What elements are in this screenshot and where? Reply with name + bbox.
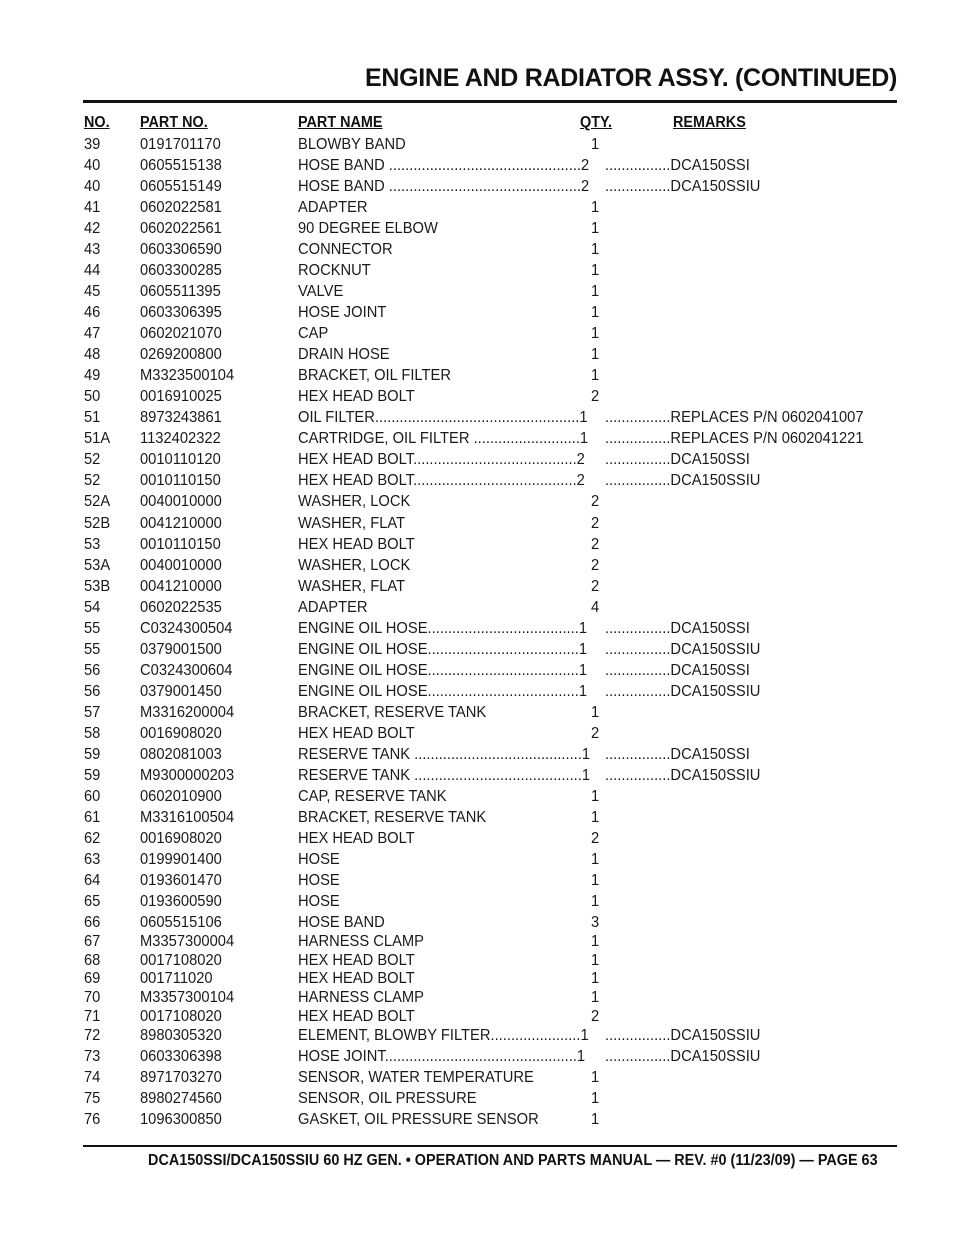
cell-name: CAP, RESERVE TANK (298, 788, 447, 805)
cell-part-no: 0010110120 (140, 451, 221, 468)
cell-remarks: ................DCA150SSIU (605, 178, 761, 195)
table-row (0, 282, 954, 302)
table-row (0, 429, 954, 449)
cell-qty: 1 (591, 367, 600, 384)
cell-part-no: M3357300004 (140, 933, 235, 950)
cell-part-no: 0602010900 (140, 788, 222, 805)
cell-no: 53B (84, 578, 111, 595)
cell-no: 59 (84, 767, 101, 784)
cell-name: HOSE JOINT (298, 304, 387, 321)
table-row (0, 724, 954, 744)
cell-name: WASHER, LOCK (298, 557, 411, 574)
table-row (0, 135, 954, 155)
cell-qty: 1 (591, 1111, 600, 1128)
cell-qty: 1 (591, 809, 600, 826)
cell-part-no: 0041210000 (140, 515, 222, 532)
cell-part-no: 0040010000 (140, 557, 222, 574)
cell-name: HEX HEAD BOLT........................................2 (298, 451, 585, 468)
cell-name: ENGINE OIL HOSE.....................................1 (298, 620, 588, 637)
cell-qty: 1 (591, 136, 600, 153)
cell-name: BLOWBY BAND (298, 136, 406, 153)
table-row (0, 1007, 954, 1027)
header-part-name: PART NAME (298, 114, 383, 131)
cell-part-no: 0605511395 (140, 283, 221, 300)
cell-name: HEX HEAD BOLT (298, 970, 415, 987)
cell-part-no: 0603300285 (140, 262, 222, 279)
table-row (0, 787, 954, 807)
cell-name: HEX HEAD BOLT (298, 952, 415, 969)
cell-name: ADAPTER (298, 199, 368, 216)
table-row (0, 969, 954, 989)
header-remarks: REMARKS (673, 114, 746, 131)
cell-name: ELEMENT, BLOWBY FILTER......................1 (298, 1027, 589, 1044)
cell-name: WASHER, FLAT (298, 515, 406, 532)
cell-remarks: ................DCA150SSI (605, 620, 750, 637)
cell-no: 69 (84, 970, 101, 987)
cell-no: 63 (84, 851, 101, 868)
cell-no: 45 (84, 283, 101, 300)
table-row (0, 850, 954, 870)
cell-no: 52 (84, 451, 101, 468)
cell-no: 70 (84, 989, 101, 1006)
cell-name: HEX HEAD BOLT (298, 388, 415, 405)
cell-qty: 2 (591, 830, 600, 847)
cell-qty: 1 (591, 325, 600, 342)
title-divider (83, 100, 897, 103)
cell-part-no: 0602022535 (140, 599, 222, 616)
cell-no: 68 (84, 952, 101, 969)
cell-no: 72 (84, 1027, 101, 1044)
cell-name: ADAPTER (298, 599, 368, 616)
cell-part-no: M9300000203 (140, 767, 235, 784)
cell-part-no: M3323500104 (140, 367, 235, 384)
cell-name: DRAIN HOSE (298, 346, 390, 363)
cell-no: 54 (84, 599, 101, 616)
table-row (0, 988, 954, 1008)
table-row (0, 913, 954, 933)
cell-no: 56 (84, 662, 101, 679)
cell-no: 40 (84, 178, 101, 195)
cell-part-no: 0040010000 (140, 493, 222, 510)
table-row (0, 450, 954, 470)
cell-qty: 2 (591, 388, 600, 405)
cell-no: 40 (84, 157, 101, 174)
cell-name: SENSOR, WATER TEMPERATURE (298, 1069, 534, 1086)
cell-name: HEX HEAD BOLT........................................2 (298, 472, 585, 489)
cell-name: HOSE (298, 851, 340, 868)
cell-name: HEX HEAD BOLT (298, 536, 415, 553)
cell-remarks: ................DCA150SSI (605, 746, 750, 763)
cell-remarks: ................DCA150SSIU (605, 767, 761, 784)
cell-part-no: 8973243861 (140, 409, 222, 426)
cell-qty: 1 (591, 952, 600, 969)
cell-name: HOSE JOINT...............................................1 (298, 1048, 586, 1065)
cell-no: 60 (84, 788, 101, 805)
cell-name: CARTRIDGE, OIL FILTER ..........................1 (298, 430, 589, 447)
cell-part-no: 0191701170 (140, 136, 221, 153)
table-row (0, 177, 954, 197)
cell-no: 65 (84, 893, 101, 910)
cell-qty: 3 (591, 914, 600, 931)
cell-qty: 1 (591, 893, 600, 910)
cell-name: HOSE BAND ...............................................2 (298, 178, 590, 195)
cell-part-no: 0802081003 (140, 746, 222, 763)
cell-remarks: ................REPLACES P/N 0602041221 (605, 430, 864, 447)
cell-name: BRACKET, OIL FILTER (298, 367, 451, 384)
cell-no: 75 (84, 1090, 101, 1107)
table-row (0, 1026, 954, 1046)
cell-part-no: 0269200800 (140, 346, 222, 363)
cell-part-no: 0379001450 (140, 683, 222, 700)
table-row (0, 892, 954, 912)
cell-no: 49 (84, 367, 101, 384)
cell-part-no: 1132402322 (140, 430, 221, 447)
cell-name: RESERVE TANK .........................................1 (298, 767, 591, 784)
cell-qty: 1 (591, 989, 600, 1006)
table-row (0, 932, 954, 952)
table-row (0, 387, 954, 407)
cell-qty: 1 (591, 199, 600, 216)
table-row (0, 261, 954, 281)
table-row (0, 345, 954, 365)
cell-no: 52 (84, 472, 101, 489)
table-row (0, 951, 954, 971)
cell-qty: 1 (591, 346, 600, 363)
table-row (0, 514, 954, 534)
cell-name: GASKET, OIL PRESSURE SENSOR (298, 1111, 539, 1128)
cell-remarks: ................REPLACES P/N 0602041007 (605, 409, 864, 426)
table-row (0, 1068, 954, 1088)
cell-part-no: 0016910025 (140, 388, 222, 405)
table-row (0, 766, 954, 786)
table-row (0, 598, 954, 618)
cell-part-no: C0324300604 (140, 662, 233, 679)
table-row (0, 408, 954, 428)
cell-part-no: 0016908020 (140, 725, 222, 742)
cell-part-no: 0602022581 (140, 199, 222, 216)
cell-no: 57 (84, 704, 101, 721)
cell-name: HOSE BAND (298, 914, 385, 931)
cell-qty: 1 (591, 304, 600, 321)
table-row (0, 577, 954, 597)
cell-remarks: ................DCA150SSIU (605, 641, 761, 658)
cell-remarks: ................DCA150SSIU (605, 683, 761, 700)
footer-divider (83, 1145, 897, 1147)
cell-part-no: 0603306398 (140, 1048, 222, 1065)
cell-part-no: 8971703270 (140, 1069, 222, 1086)
cell-name: HEX HEAD BOLT (298, 1008, 415, 1025)
cell-qty: 1 (591, 788, 600, 805)
cell-part-no: 8980305320 (140, 1027, 222, 1044)
cell-name: 90 DEGREE ELBOW (298, 220, 438, 237)
cell-no: 53 (84, 536, 101, 553)
cell-qty: 1 (591, 704, 600, 721)
cell-name: HARNESS CLAMP (298, 989, 424, 1006)
cell-part-no: 0603306395 (140, 304, 222, 321)
cell-remarks: ................DCA150SSIU (605, 1048, 761, 1065)
table-row (0, 303, 954, 323)
cell-name: BRACKET, RESERVE TANK (298, 704, 487, 721)
cell-no: 74 (84, 1069, 101, 1086)
table-row (0, 661, 954, 681)
cell-name: CONNECTOR (298, 241, 393, 258)
cell-qty: 2 (591, 493, 600, 510)
cell-part-no: 0605515149 (140, 178, 222, 195)
cell-part-no: 0193600590 (140, 893, 222, 910)
cell-no: 71 (84, 1008, 101, 1025)
header-part-no: PART NO. (140, 114, 208, 131)
table-row (0, 703, 954, 723)
cell-qty: 1 (591, 283, 600, 300)
header-no: NO. (84, 114, 110, 131)
cell-qty: 1 (591, 1090, 600, 1107)
cell-qty: 2 (591, 515, 600, 532)
table-row (0, 492, 954, 512)
cell-part-no: M3316200004 (140, 704, 235, 721)
table-row (0, 745, 954, 765)
table-row (0, 198, 954, 218)
cell-no: 55 (84, 641, 101, 658)
cell-name: BRACKET, RESERVE TANK (298, 809, 487, 826)
cell-part-no: 0602022561 (140, 220, 222, 237)
cell-part-no: 8980274560 (140, 1090, 222, 1107)
cell-name: HARNESS CLAMP (298, 933, 424, 950)
cell-remarks: ................DCA150SSIU (605, 472, 761, 489)
cell-remarks: ................DCA150SSI (605, 451, 750, 468)
table-row (0, 682, 954, 702)
cell-no: 67 (84, 933, 101, 950)
table-row (0, 1110, 954, 1130)
cell-qty: 2 (591, 725, 600, 742)
cell-qty: 4 (591, 599, 600, 616)
cell-part-no: C0324300504 (140, 620, 233, 637)
table-header (0, 114, 954, 134)
cell-remarks: ................DCA150SSI (605, 157, 750, 174)
cell-no: 59 (84, 746, 101, 763)
cell-qty: 1 (591, 220, 600, 237)
cell-name: HOSE (298, 893, 340, 910)
cell-part-no: 0041210000 (140, 578, 222, 595)
table-row (0, 808, 954, 828)
cell-no: 52B (84, 515, 111, 532)
table-row (0, 240, 954, 260)
page-title: ENGINE AND RADIATOR ASSY. (CONTINUED) (365, 64, 897, 92)
table-row (0, 219, 954, 239)
cell-no: 58 (84, 725, 101, 742)
cell-no: 66 (84, 914, 101, 931)
table-row (0, 871, 954, 891)
cell-part-no: 001711020 (140, 970, 213, 987)
cell-part-no: 0199901400 (140, 851, 222, 868)
cell-no: 43 (84, 241, 101, 258)
cell-no: 47 (84, 325, 101, 342)
cell-part-no: 0010110150 (140, 472, 221, 489)
cell-name: HEX HEAD BOLT (298, 830, 415, 847)
cell-qty: 1 (591, 262, 600, 279)
cell-qty: 1 (591, 872, 600, 889)
cell-part-no: 0016908020 (140, 830, 222, 847)
cell-qty: 1 (591, 241, 600, 258)
cell-name: ROCKNUT (298, 262, 371, 279)
cell-name: RESERVE TANK .........................................1 (298, 746, 591, 763)
table-row (0, 1089, 954, 1109)
cell-name: HOSE (298, 872, 340, 889)
cell-part-no: M3357300104 (140, 989, 235, 1006)
cell-name: SENSOR, OIL PRESSURE (298, 1090, 477, 1107)
cell-name: VALVE (298, 283, 344, 300)
header-qty: QTY. (580, 114, 613, 131)
cell-part-no: 0605515138 (140, 157, 222, 174)
table-row (0, 619, 954, 639)
table-row (0, 1047, 954, 1067)
cell-no: 61 (84, 809, 101, 826)
cell-part-no: M3316100504 (140, 809, 235, 826)
table-row (0, 156, 954, 176)
cell-no: 73 (84, 1048, 101, 1065)
cell-no: 48 (84, 346, 101, 363)
cell-name: ENGINE OIL HOSE.....................................1 (298, 662, 588, 679)
cell-no: 53A (84, 557, 111, 574)
cell-no: 51 (84, 409, 101, 426)
cell-name: ENGINE OIL HOSE.....................................1 (298, 683, 588, 700)
cell-no: 42 (84, 220, 101, 237)
cell-no: 50 (84, 388, 101, 405)
cell-name: OIL FILTER..................................................1 (298, 409, 588, 426)
cell-part-no: 0379001500 (140, 641, 222, 658)
cell-name: WASHER, FLAT (298, 578, 406, 595)
page-footer: DCA150SSI/DCA150SSIU 60 HZ GEN. • OPERATION AND PARTS MANUAL — REV. #0 (11/23/09) — PAGE 63 (148, 1152, 878, 1169)
cell-no: 64 (84, 872, 101, 889)
cell-qty: 1 (591, 851, 600, 868)
cell-no: 41 (84, 199, 101, 216)
cell-qty: 2 (591, 578, 600, 595)
cell-qty: 1 (591, 1069, 600, 1086)
cell-name: ENGINE OIL HOSE.....................................1 (298, 641, 588, 658)
table-row (0, 535, 954, 555)
cell-qty: 2 (591, 536, 600, 553)
cell-no: 46 (84, 304, 101, 321)
cell-remarks: ................DCA150SSIU (605, 1027, 761, 1044)
cell-name: CAP (298, 325, 329, 342)
cell-no: 39 (84, 136, 101, 153)
cell-name: HEX HEAD BOLT (298, 725, 415, 742)
cell-part-no: 0605515106 (140, 914, 222, 931)
cell-qty: 1 (591, 933, 600, 950)
cell-part-no: 0602021070 (140, 325, 222, 342)
table-row (0, 556, 954, 576)
cell-remarks: ................DCA150SSI (605, 662, 750, 679)
cell-part-no: 0193601470 (140, 872, 222, 889)
cell-no: 62 (84, 830, 101, 847)
cell-no: 51A (84, 430, 111, 447)
cell-no: 76 (84, 1111, 101, 1128)
cell-name: HOSE BAND ...............................................2 (298, 157, 590, 174)
table-row (0, 366, 954, 386)
cell-no: 52A (84, 493, 111, 510)
cell-name: WASHER, LOCK (298, 493, 411, 510)
cell-part-no: 1096300850 (140, 1111, 222, 1128)
table-row (0, 471, 954, 491)
cell-qty: 2 (591, 557, 600, 574)
cell-no: 56 (84, 683, 101, 700)
cell-part-no: 0010110150 (140, 536, 221, 553)
cell-no: 44 (84, 262, 101, 279)
table-row (0, 324, 954, 344)
table-row (0, 829, 954, 849)
cell-no: 55 (84, 620, 101, 637)
cell-part-no: 0017108020 (140, 952, 222, 969)
cell-qty: 2 (591, 1008, 600, 1025)
cell-part-no: 0603306590 (140, 241, 222, 258)
cell-part-no: 0017108020 (140, 1008, 222, 1025)
cell-qty: 1 (591, 970, 600, 987)
table-row (0, 640, 954, 660)
